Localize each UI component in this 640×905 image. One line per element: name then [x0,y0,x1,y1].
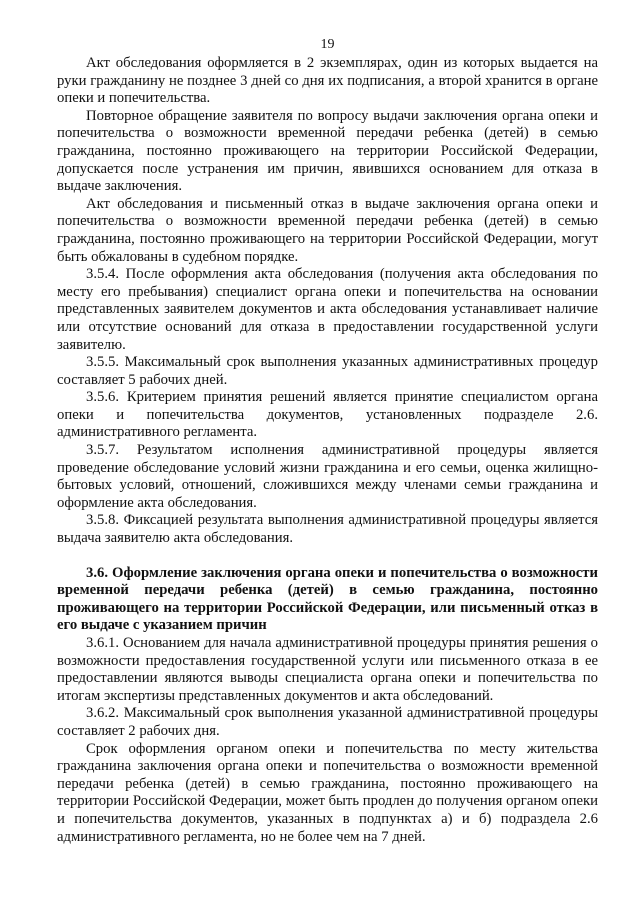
page-number: 19 [320,37,335,52]
paragraph-3-5-4: 3.5.4. После оформления акта обследования (получения акта обследования по месту его пребывания) специалист органа опеки и попечительства на основании представленных заявителем документов и акта обследования устанавливает наличие или отсутствие оснований для отказа в предоставлении государственной услуги заявителю. [57,266,598,353]
paragraph-appeal: Акт обследования и письменный отказ в выдаче заключения органа опеки и попечительства о возможности временной передачи ребенка (детей) в семью гражданина, постоянно проживающего на территории Российской Федерации, могут быть обжалованы в судебном порядке. [57,195,598,265]
document-page [57,0,598,846]
section-spacer [57,548,598,565]
section-heading-3-6: 3.6. Оформление заключения органа опеки и попечительства о возможности временной передачи ребенка (детей) в семью гражданина, постоянно проживающего на территории Российской Федерации, или письменный отказ в его выдаче с указанием причин [57,564,598,634]
paragraph-3-5-6: 3.5.6. Критерием принятия решений является принятие специалистом органа опеки и попечительства документов, установленных подразделе 2.6. административного регламента. [57,389,598,441]
paragraph-3-5-8: 3.5.8. Фиксацией результата выполнения административной процедуры является выдача заявителю акта обследования. [57,512,598,547]
paragraph-3-5-5: 3.5.5. Максимальный срок выполнения указанных административных процедур составляет 5 рабочих дней. [57,354,598,388]
paragraph-3-6-1: 3.6.1. Основанием для начала административной процедуры принятия решения о возможности предоставления государственной услуги или письменного отказа в ее предоставлении являются выводы специалиста органа опеки и попечительства по итогам экспертизы представленных документов и акта обследований. [57,635,598,704]
paragraph-3-6-2: 3.6.2. Максимальный срок выполнения указанной административной процедуры составляет 2 рабочих дня. [57,705,598,739]
paragraph-extension-term: Срок оформления органом опеки и попечительства по месту жительства гражданина заключения органа опеки и попечительства о возможности временной передачи ребенка (детей) в семью гражданина, постоянно проживающего на территории Российской Федерации, может быть продлен до получения органом опеки и попечительства документов, указанных в подпунктах а) и б) подраздела 2.6 административного регламента, но не более чем на 7 дней. [57,740,598,845]
paragraph-repeat-application: Повторное обращение заявителя по вопросу выдачи заключения органа опеки и попечительства о возможности временной передачи ребенка (детей) в семью гражданина, постоянно проживающего на территории Российской Федерации, допускается после устранения им причин, явившихся основанием для отказа в выдаче заключения. [57,107,598,195]
paragraph-3-5-7: 3.5.7. Результатом исполнения административной процедуры является проведение обследование условий жизни гражданина и его семьи, оценка жилищно-бытовых условий, отношений, сложившихся между членами семьи гражданина и оформление акта обследования. [57,442,598,511]
paragraph-act-copies: Акт обследования оформляется в 2 экземплярах, один из которых выдается на руки гражданину не позднее 3 дней со дня их подписания, а второй хранится в органе опеки и попечительства. [57,55,598,107]
